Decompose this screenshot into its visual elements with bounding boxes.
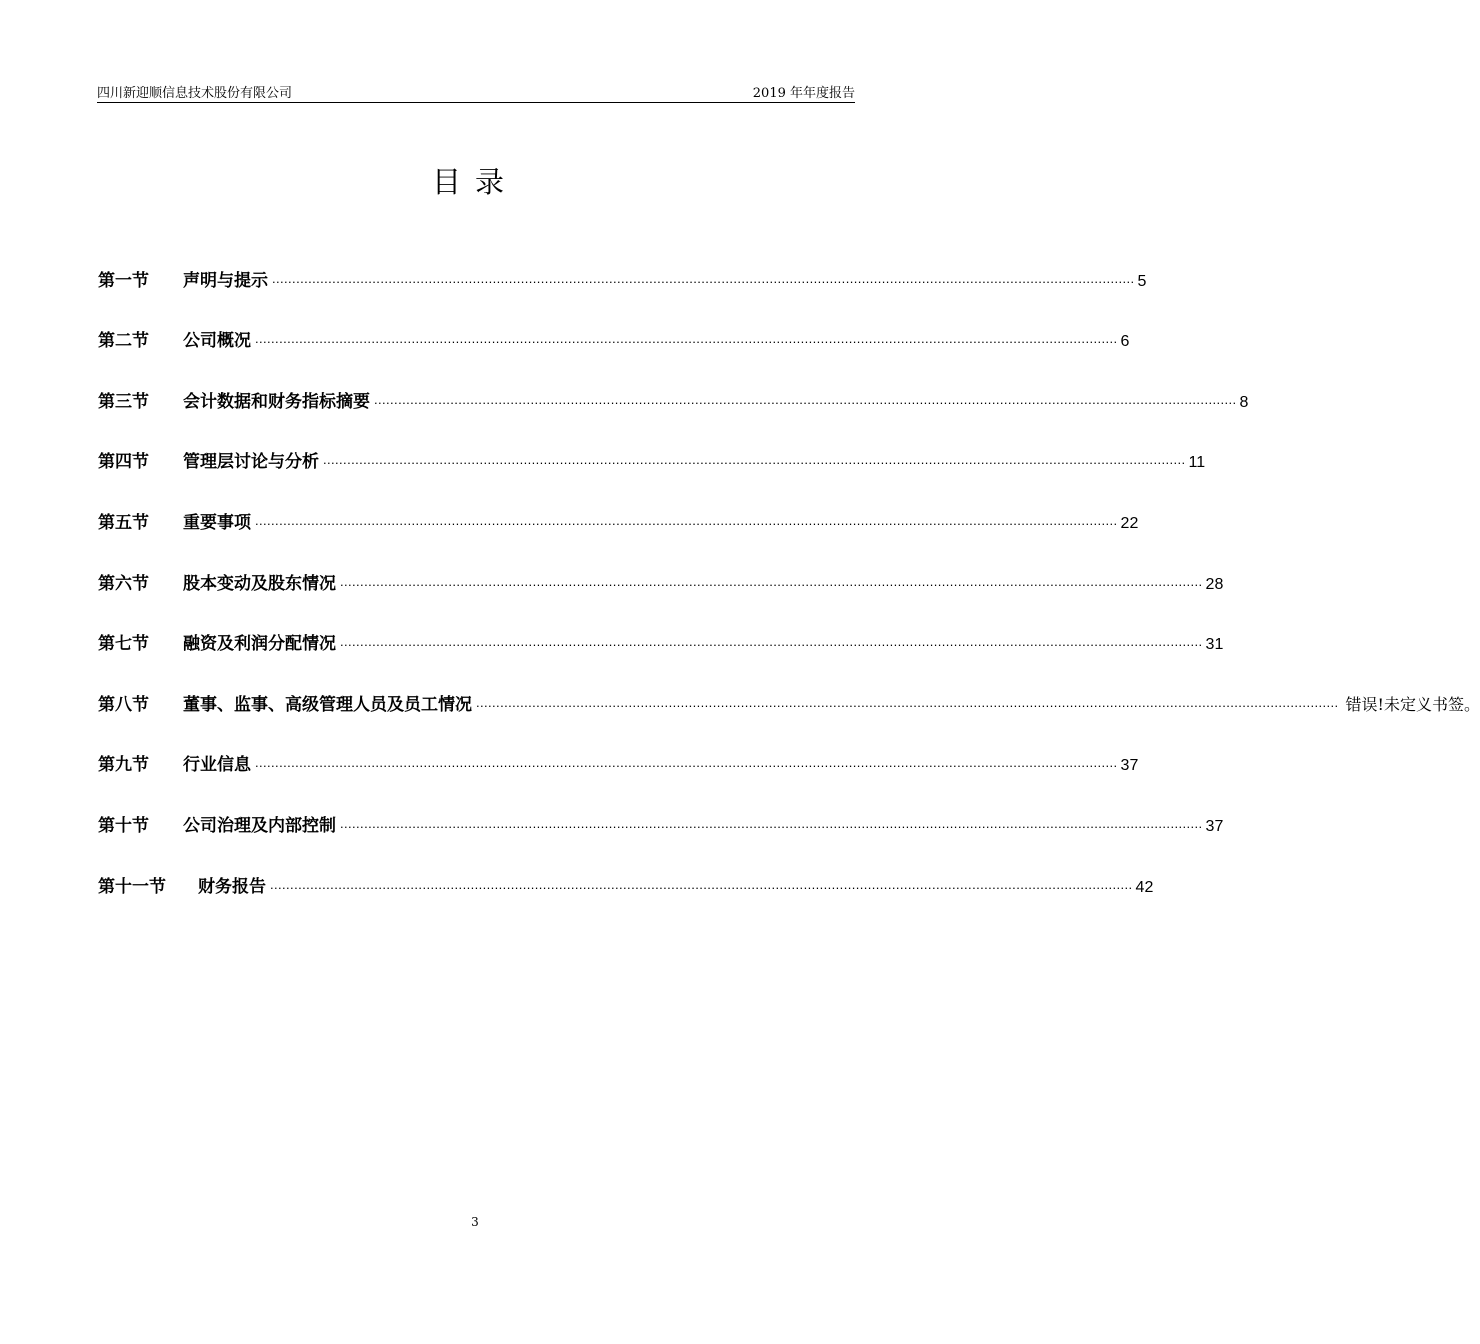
toc-page-number: 11 bbox=[1188, 454, 1206, 472]
toc-page-number: 42 bbox=[1135, 878, 1154, 896]
toc-page-number: 22 bbox=[1120, 514, 1139, 532]
toc-leader-dots: ....................................................................................................................................................................................................................... bbox=[255, 755, 1118, 771]
toc-heading: 目录 bbox=[431, 165, 518, 199]
header-company-name: 四川新迎顺信息技术股份有限公司 bbox=[97, 86, 293, 101]
toc-entry-1[interactable] bbox=[98, 238, 1147, 299]
toc-leader-dots: ....................................................................................................................................................................................................................... bbox=[255, 331, 1118, 347]
toc-section-label: 第七节 bbox=[98, 634, 149, 655]
toc-entry-4[interactable] bbox=[98, 420, 1206, 481]
toc-entry-title: 股本变动及股东情况 bbox=[183, 573, 336, 594]
toc-section-label: 第三节 bbox=[98, 391, 149, 412]
toc-leader-dots: ....................................................................................................................................................................................................................... bbox=[340, 573, 1203, 589]
toc-section-label: 第八节 bbox=[98, 694, 149, 715]
toc-page-number: 37 bbox=[1120, 757, 1139, 775]
toc-leader-dots: ....................................................................................................................................................................................................................... bbox=[340, 634, 1203, 650]
toc-page-number: 5 bbox=[1137, 272, 1147, 290]
toc-page-number: 31 bbox=[1205, 636, 1224, 654]
toc-entry-title: 行业信息 bbox=[183, 755, 251, 776]
toc-page-number: 37 bbox=[1205, 817, 1224, 835]
toc-section-label: 第九节 bbox=[98, 755, 149, 776]
toc-leader-dots: ....................................................................................................................................................................................................................... bbox=[272, 270, 1135, 286]
toc-entry-title: 管理层讨论与分析 bbox=[183, 452, 319, 473]
toc-entry-title: 公司治理及内部控制 bbox=[183, 815, 336, 836]
toc-entry-title: 重要事项 bbox=[183, 512, 251, 533]
toc-leader-dots: ....................................................................................................................................................................................................................... bbox=[270, 876, 1133, 892]
toc-entry-3[interactable] bbox=[98, 359, 1249, 420]
toc-entry-title: 声明与提示 bbox=[183, 270, 268, 291]
toc-page-number-error: 错误!未定义书签。 bbox=[1345, 694, 1480, 714]
toc-entry-2[interactable] bbox=[98, 299, 1130, 360]
page-header bbox=[97, 80, 855, 103]
toc-entry-title: 公司概况 bbox=[183, 331, 251, 352]
toc-entry-title: 会计数据和财务指标摘要 bbox=[183, 391, 370, 412]
toc-leader-dots: ....................................................................................................................................................................................................................... bbox=[255, 512, 1118, 528]
toc-section-label: 第一节 bbox=[98, 270, 149, 291]
toc-entry-title: 董事、监事、高级管理人员及员工情况 bbox=[183, 694, 472, 715]
toc-entry-7[interactable] bbox=[98, 602, 1224, 663]
toc-leader-dots: ....................................................................................................................................................................................................................... bbox=[323, 452, 1186, 468]
toc-page-number: 6 bbox=[1120, 333, 1130, 351]
header-report-title: 2019 年年度报告 bbox=[752, 86, 855, 101]
toc-entry-8[interactable] bbox=[98, 662, 1480, 723]
toc-entry-title: 融资及利润分配情况 bbox=[183, 634, 336, 655]
toc-leader-dots: ....................................................................................................................................................................................................................... bbox=[340, 815, 1203, 831]
toc-entry-5[interactable] bbox=[98, 480, 1139, 541]
toc-page-number: 8 bbox=[1239, 393, 1249, 411]
toc-leader-dots: ....................................................................................................................................................................................................................... bbox=[374, 391, 1237, 407]
toc-entry-10[interactable] bbox=[98, 783, 1224, 844]
toc-entry-9[interactable] bbox=[98, 723, 1139, 784]
toc-section-label: 第四节 bbox=[98, 452, 149, 473]
toc-leader-dots: ....................................................................................................................................................................................................................... bbox=[476, 694, 1339, 710]
toc-entry-11[interactable] bbox=[98, 844, 1154, 905]
toc-section-label: 第五节 bbox=[98, 512, 149, 533]
toc-section-label: 第二节 bbox=[98, 331, 149, 352]
toc-page-number: 28 bbox=[1205, 575, 1224, 593]
toc-section-label: 第十一节 bbox=[98, 876, 166, 897]
footer-page-number: 3 bbox=[471, 1215, 479, 1229]
toc-section-label: 第六节 bbox=[98, 573, 149, 594]
toc-entry-title: 财务报告 bbox=[198, 876, 266, 897]
table-of-contents bbox=[98, 238, 1480, 905]
toc-section-label: 第十节 bbox=[98, 815, 149, 836]
toc-entry-6[interactable] bbox=[98, 541, 1224, 602]
